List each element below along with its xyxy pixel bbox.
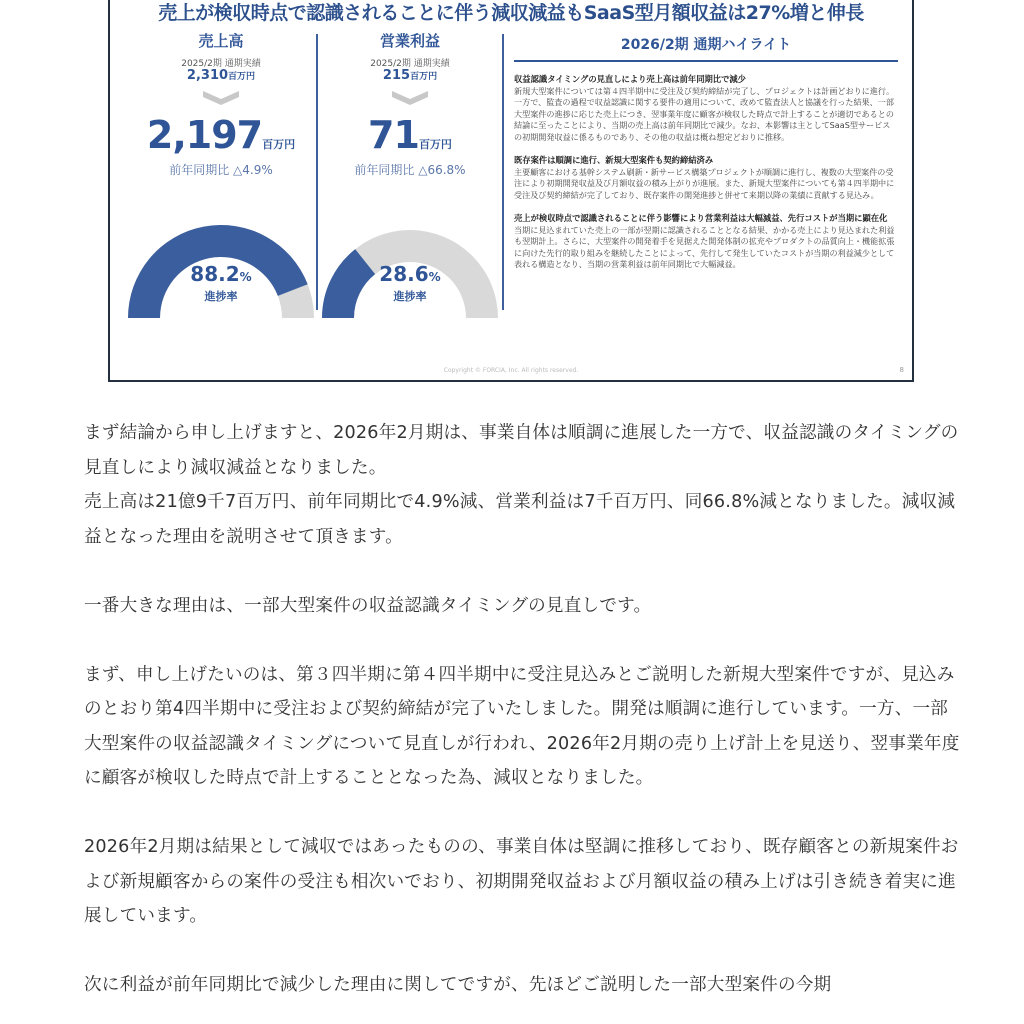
prev-value <box>318 68 502 85</box>
page-number: 8 <box>899 366 904 374</box>
progress-number: 88.2 <box>190 262 240 286</box>
paragraph-gap <box>84 554 964 589</box>
paragraph: 次に利益が前年同期比で減少した理由に関してですが、先ほどご説明した一部大型案件の今期 <box>84 975 832 995</box>
progress-percent <box>124 262 318 286</box>
article-body <box>84 416 964 1003</box>
prev-number: 2,310 <box>186 68 229 83</box>
paragraph: まず、申し上げたいのは、第３四半期に第４四半期中に受注見込みとご説明した新規大型案件ですが、見込みのとおり第4四半期中に受注および契約締結が完了いたしました。開発は順調に進行しています。一方、一部大型案件の収益認識タイミングについて見直しが行われ、2026年2月期の売り上げ計上を見送り、翌事業年度に顧客が検収した時点で計上することとなった為、減収となりました。 <box>84 664 960 788</box>
highlight-body: 当期に見込まれていた売上の一部が翌期に認識されることとなる結果、かかる売上により見込まれた利益も翌期計上。さらに、大型案件の開発着手を見据えた開発体制の拡充やプロダクトの品質向上・機能拡張に向けた先行的取り組みを継続したことによって、先行して発生していたコストが当期の利益減少として表れる構造となり、当期の営業利益は前年同期比で大幅減益。 <box>514 224 895 269</box>
main-unit: 百万円 <box>262 138 296 151</box>
chevron-down-icon <box>201 89 241 107</box>
prev-number: 215 <box>382 68 411 83</box>
paragraph: 売上高は21億9千7百万円、前年同期比で4.9%減、営業利益は7千百万円、同66.8%減となりました。減収減益となった理由を説明させて頂きます。 <box>84 492 956 547</box>
progress-unit: % <box>428 270 441 284</box>
chevron-down-icon <box>390 89 430 107</box>
progress-label: 進捗率 <box>204 290 238 303</box>
yoy-change: 前年同期比 △66.8% <box>354 163 466 177</box>
paragraph: 一番大きな理由は、一部大型案件の収益認識タイミングの見直しです。 <box>84 595 652 616</box>
kpi-main <box>318 113 502 159</box>
highlight-title: 売上が検収時点で認識されることに伴う影響により営業利益は大幅減益、先行コストが当期に顕在化 <box>514 213 888 223</box>
paragraph: まず結論から申し上げますと、2026年2月期は、事業自体は順調に進展した一方で、収益認識のタイミングの見直しにより減収減益となりました。 <box>84 423 959 478</box>
highlight-section <box>514 155 898 201</box>
paragraph: 2026年2月期は結果として減収ではあったものの、事業自体は堅調に推移しており、既存顧客との新規案件および新規顧客からの案件の受注も相次いでおり、初期開発収益および月額収益の積み上げは引き続き着実に進展しています。 <box>84 837 959 926</box>
main-unit: 百万円 <box>418 138 452 151</box>
highlight-section <box>514 213 898 271</box>
prev-label: 2025/2期 通期実績 <box>181 59 261 69</box>
highlight-title: 収益認識タイミングの見直しにより売上高は前年同期比で減少 <box>514 74 746 84</box>
main-number: 2,197 <box>146 113 263 157</box>
copyright: Copyright © FORCIA, Inc. All rights reserved. <box>443 367 579 374</box>
highlight-body: 主要顧客における基幹システム刷新・新サービス構築プロジェクトが順調に進行し、複数の大型案件の受注により初期開発収益及び月額収益の積み上がりが進展。また、新規大型案件についても第４四半期中に受注及び契約締結が完了しており、既存案件の開発進捗と併せて来期以降の業績に貢献する見込み。 <box>514 166 895 200</box>
prev-value <box>124 68 318 85</box>
prev-label: 2025/2期 通期実績 <box>370 59 450 69</box>
main-number: 71 <box>368 113 419 157</box>
paragraph-gap <box>84 796 964 831</box>
kpi-main <box>124 113 318 159</box>
divider <box>502 34 504 310</box>
prev-unit: 百万円 <box>228 72 256 82</box>
highlight-title: 既存案件は順調に進行、新規大型案件も契約締結済み <box>514 155 714 165</box>
kpi-sales <box>124 30 318 330</box>
slide-title: 売上が検収時点で認識されることに伴う減収減益もSaaS型月額収益は27%増と伸長 <box>158 2 864 24</box>
kpi-head: 売上高 <box>198 32 244 50</box>
paragraph-gap <box>84 934 964 969</box>
progress-label: 進捗率 <box>393 290 427 303</box>
paragraph-gap <box>84 623 964 658</box>
kpi-operating-profit <box>318 30 502 330</box>
highlight-body: 新規大型案件については第４四半期中に受注及び契約締結が完了し、プロジェクトは計画どおりに進行。一方で、監査の過程で収益認識に関する要件の適用について、改めて監査法人と協議を行った結果、一部大型案件の進捗に応じた売上につき、翌事業年度に顧客が検収した時点で計上することが適切であるとの結論に至ったことにより、当期の売上高は前年同期比で減少。なお、本影響は主としてSaaS型サービスの初期開発収益に係るものであり、その他の収益は概ね想定どおりに推移。 <box>514 85 895 142</box>
prev-unit: 百万円 <box>410 72 438 82</box>
kpi-head: 営業利益 <box>379 32 440 50</box>
highlight-panel <box>514 32 898 362</box>
highlight-section <box>514 74 898 143</box>
progress-number: 28.6 <box>379 262 429 286</box>
slide-image <box>108 0 914 382</box>
highlight-header: 2026/2期 通期ハイライト <box>514 32 898 62</box>
progress-unit: % <box>239 270 252 284</box>
yoy-change: 前年同期比 △4.9% <box>169 163 273 177</box>
progress-percent <box>318 262 502 286</box>
